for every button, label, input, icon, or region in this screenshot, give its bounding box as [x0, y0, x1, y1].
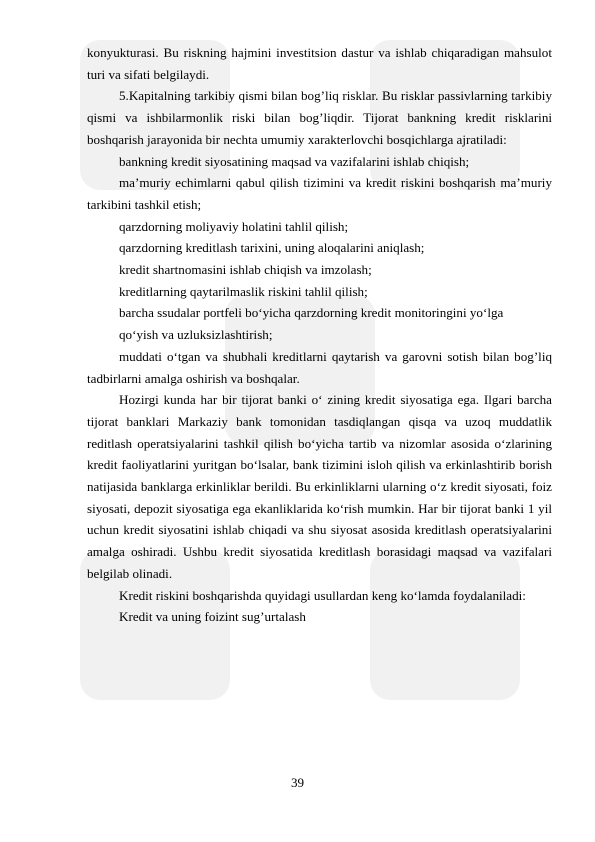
- paragraph-methods-intro: Kredit riskini boshqarishda quyidagi usullardan keng ko‘lamda foydalaniladi:: [119, 587, 526, 603]
- list-item: kreditlarning qaytarilmaslik riskini tahlil qilish;: [119, 283, 368, 299]
- page-number: 39: [290, 775, 305, 790]
- list-item: Kredit va uning foizint sug’urtalash: [119, 609, 306, 625]
- paragraph-credit-policy: Hozirgi kunda har bir tijorat banki o‘ zining kredit siyosatiga ega. Ilgari barcha tijorat banklari Markaziy bank tomonidan tasdiqlangan qisqa va uzoq muddatlik reditlash operatsiyalarini tashkil qilish bo‘yicha tartib va nizomlar asosida o‘zlarining kredit faoliyatlarini yuritgan bo‘lsalar, bank tizimini isloh qilish va erkinlashtirib borish natijasida banklarga erkinliklar berildi. Bu erkinliklarni ularning o‘z kredit siyosati, foiz siyosati, depozit siyosatiga ega ekanliklarida ko‘rish mumkin. Har bir tijorat banki 1 yil uchun kredit siyosatini ishlab chiqadi va shu siyosat asosida kreditlash operatsiyalarini amalga oshiradi. Ushbu kredit siyosatida kreditlash borasidagi maqsad va vazifalari belgilab olinadi.: [87, 392, 552, 581]
- list-item: qarzdorning krеditlash tarixini, uning aloqalarini aniqlash;: [119, 240, 425, 256]
- list-item: barcha ssudalar portfeli bo‘yicha qarzdorning kredit monitoringini yo‘lga: [119, 305, 504, 321]
- list-item: ma’muriy echimlarni qabul qilish tizimini va kredit riskini boshqarish ma’muriy tarkibini tashkil etish;: [87, 175, 552, 212]
- document-body: [87, 42, 552, 628]
- list-item: muddati o‘tgan va shubhali kreditlarni qaytarish va garovni sotish bilan bog’liq tadbirlarni amalga oshirish va boshqalar.: [87, 348, 552, 386]
- paragraph-continuation: konyukturasi. Bu riskning hajmini investitsion dastur va ishlab chiqaradigan mahsulot turi va sifati belgilaydi.: [87, 45, 552, 82]
- list-item: qarzdorning moliyaviy holatini tahlil qilish;: [119, 218, 349, 234]
- list-item: qo‘yish va uzluksizlashtirish;: [119, 327, 273, 343]
- list-item: bankning kredit siyosatining maqsad va vazifalarini ishlab chiqish;: [119, 153, 470, 169]
- list-item: kredit shartnomasini ishlab chiqish va imzolash;: [119, 262, 372, 278]
- paragraph-capital-risks: 5.Kapitalning tarkibiy qismi bilan bog’liq risklar. Bu risklar passivlarning tarkibiy qismi va ishbilarmonlik riski bilan bog’liqdir. Tijorat bankning kredit risklarini boshqarish jarayonida bir nechta umumiy xarakterlovchi bosqichlarga ajratiladi:: [87, 88, 552, 147]
